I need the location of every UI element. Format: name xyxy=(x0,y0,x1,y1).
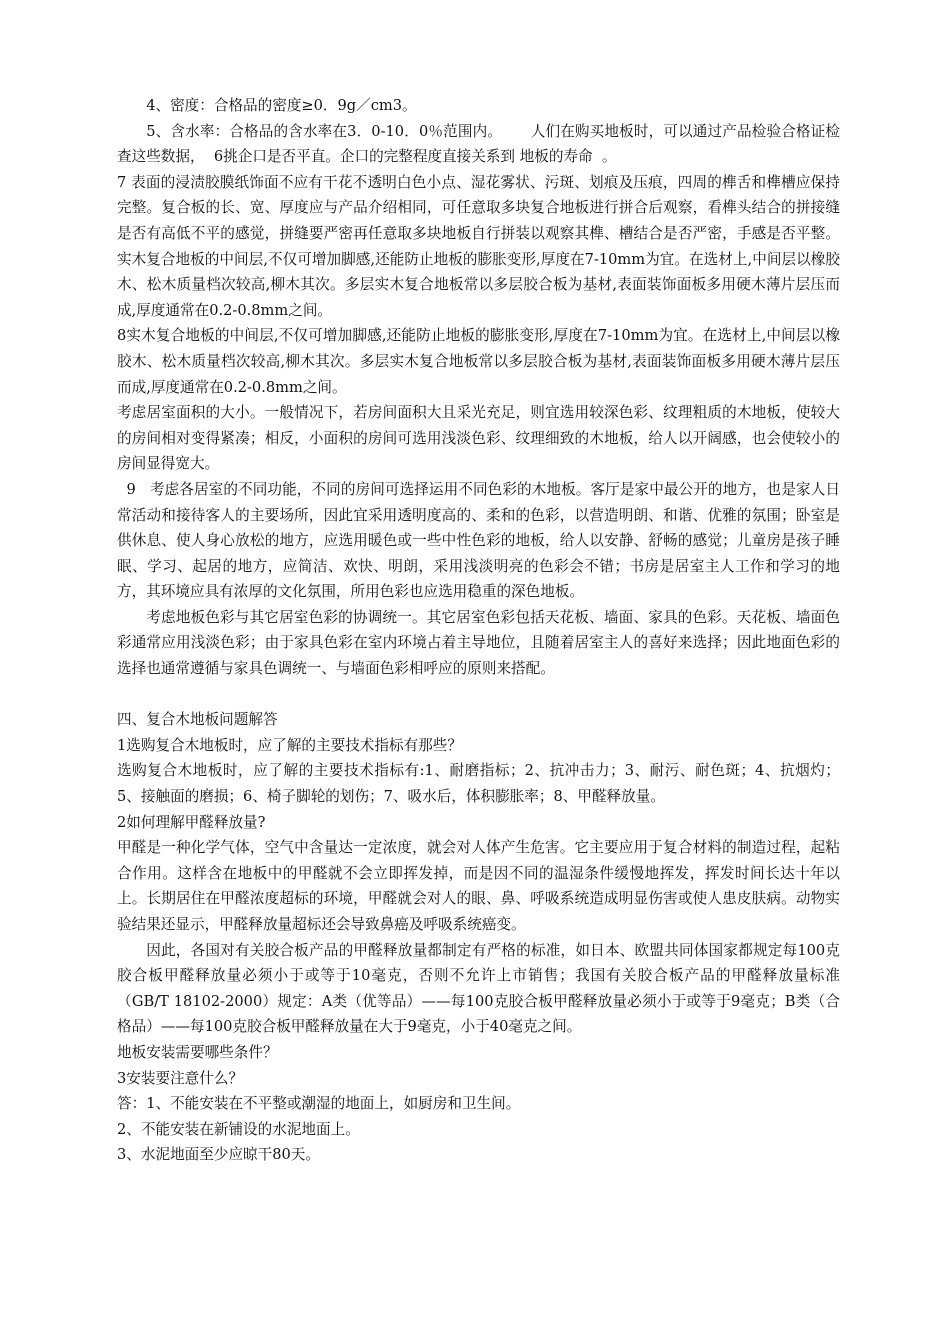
answer-3-item-1: 答：1、不能安装在不平整或潮湿的地面上，如厨房和卫生间。 xyxy=(117,1095,521,1113)
answer-2-standard: 因此，各国对有关胶合板产品的甲醛释放量都制定有严格的标准，如日本、欧盟共同体国家都规定每100克胶合板甲醛释放量必须小于或等于10毫克，否则不允许上市销售；我国有关胶合板产品的甲醛释放量标准（GB/T 18102-2000）规定：A类（优等品）——每100克胶合板甲醛释放量必须小于或等于9毫克；B类（合格品）——每100克胶合板甲醛释放量在大于9毫克，小于40毫克之间。 xyxy=(117,941,840,1036)
paragraph-density: 4、密度：合格品的密度≥0．9g／cm3。 xyxy=(146,97,417,114)
paragraph-moisture: 5、含水率：合格品的含水率在3．0-10．0％范围内。 人们在购买地板时，可以通过产品检验合格证检查这些数据， 6挑企口是否平直。企口的完整程度直接关系到 地板的寿命 。 xyxy=(117,122,840,166)
install-conditions-heading: 地板安装需要哪些条件？ xyxy=(117,1043,278,1061)
answer-1: 选购复合木地板时，应了解的主要技术指标有:1、耐磨指标；2、抗冲击力；3、耐污、耐色斑；4、抗烟灼； 5、接触面的磨损；6、椅子脚轮的划伤；7、吸水后，体积膨胀率；8、甲醛释放量。 xyxy=(117,762,850,806)
question-3: 3安装要注意什么？ xyxy=(117,1069,244,1087)
answer-3-item-2: 2、不能安装在新铺设的水泥地面上。 xyxy=(117,1120,360,1138)
paragraph-color-harmony: 考虑地板色彩与其它居室色彩的协调统一。其它居室色彩包括天花板、墙面、家具的色彩。天花板、墙面色彩通常应用浅淡色彩；由于家具色彩在室内环境占着主导地位，且随着居室主人的喜好来选择；因此地面色彩的选择也通常遵循与家具色调统一、与墙面色彩相呼应的原则来搭配。 xyxy=(117,608,840,678)
question-1: 1选购复合木地板时，应了解的主要技术指标有那些？ xyxy=(117,736,462,754)
answer-2: 甲醛是一种化学气体，空气中含量达一定浓度，就会对人体产生危害。它主要应用于复合材料的制造过程，起粘合作用。这样含在地板中的甲醛就不会立即挥发掉，而是因不同的温湿条件缓慢地挥发，挥发时间长达十年以上。长期居住在甲醛浓度超标的环境，甲醛就会对人的眼、鼻、呼吸系统造成明显伤害或使人患皮肤病。动物实验结果还显示，甲醛释放量超标还会导致鼻癌及呼吸系统癌变。 xyxy=(117,839,840,933)
paragraph-room-area: 考虑居室面积的大小。一般情况下，若房间面积大且采光充足，则宜选用较深色彩、纹理粗质的木地板，使较大的房间相对变得紧凑；相反，小面积的房间可选用浅淡色彩、纹理细致的木地板，给人以开阔感，也会使较小的房间显得宽大。 xyxy=(117,404,840,473)
paragraph-item-9: 9 考虑各居室的不同功能，不同的房间可选择运用不同色彩的木地板。客厅是家中最公开的地方，也是家人日常活动和接待客人的主要场所，因此宜采用透明度高的、柔和的色彩，以营造明朗、和谐、优雅的氛围；卧室是供休息、使人身心放松的地方，应选用暖色或一些中性色彩的地板，给人以安静、舒畅的感觉；儿童房是孩子睡眠、学习、起居的地方，应简洁、欢快、明朗，采用浅淡明亮的色彩会不错；书房是居室主人工作和学习的地方，其环境应具有浓厚的文化氛围，所用色彩也应选用稳重的深色地板。 xyxy=(117,480,840,601)
paragraph-item-7: 7 表面的浸渍胶膜纸饰面不应有干花不透明白色小点、湿花雾状、污斑、划痕及压痕，四周的榫舌和榫槽应保持完整。复合板的长、宽、厚度应与产品介绍相同，可任意取多块复合地板进行拼合后观察，看榫头结合的拼接缝是否有高低不平的感觉，拼缝要严密再任意取多块地板自行拼装以观察其榫、槽结合是否严密，手感是否平整。 实木复合地板的中间层,不仅可增加脚感,还能防止地板的膨胀变形,厚度在7-10mm为宜。在选材上,中间层以橡胶木、松木质量档次较高,柳木其次。多层实木复合地板常以多层胶合板为基材,表面装饰面板多用硬木薄片层压而成,厚度通常在0.2-0.8mm之间。 xyxy=(117,173,850,319)
answer-3-item-3: 3、水泥地面至少应晾干80天。 xyxy=(117,1146,320,1164)
blank-line xyxy=(117,682,840,708)
question-2: 2如何理解甲醛释放量? xyxy=(117,813,266,831)
paragraph-item-8: 8实木复合地板的中间层,不仅可增加脚感,还能防止地板的膨胀变形,厚度在7-10mm为宜。在选材上,中间层以橡胶木、松木质量档次较高,柳木其次。多层实木复合地板常以多层胶合板为基材,表面装饰面板多用硬木薄片层压而成,厚度通常在0.2-0.8mm之间。 xyxy=(117,327,840,396)
section-title: 四、复合木地板问题解答 xyxy=(117,711,278,729)
